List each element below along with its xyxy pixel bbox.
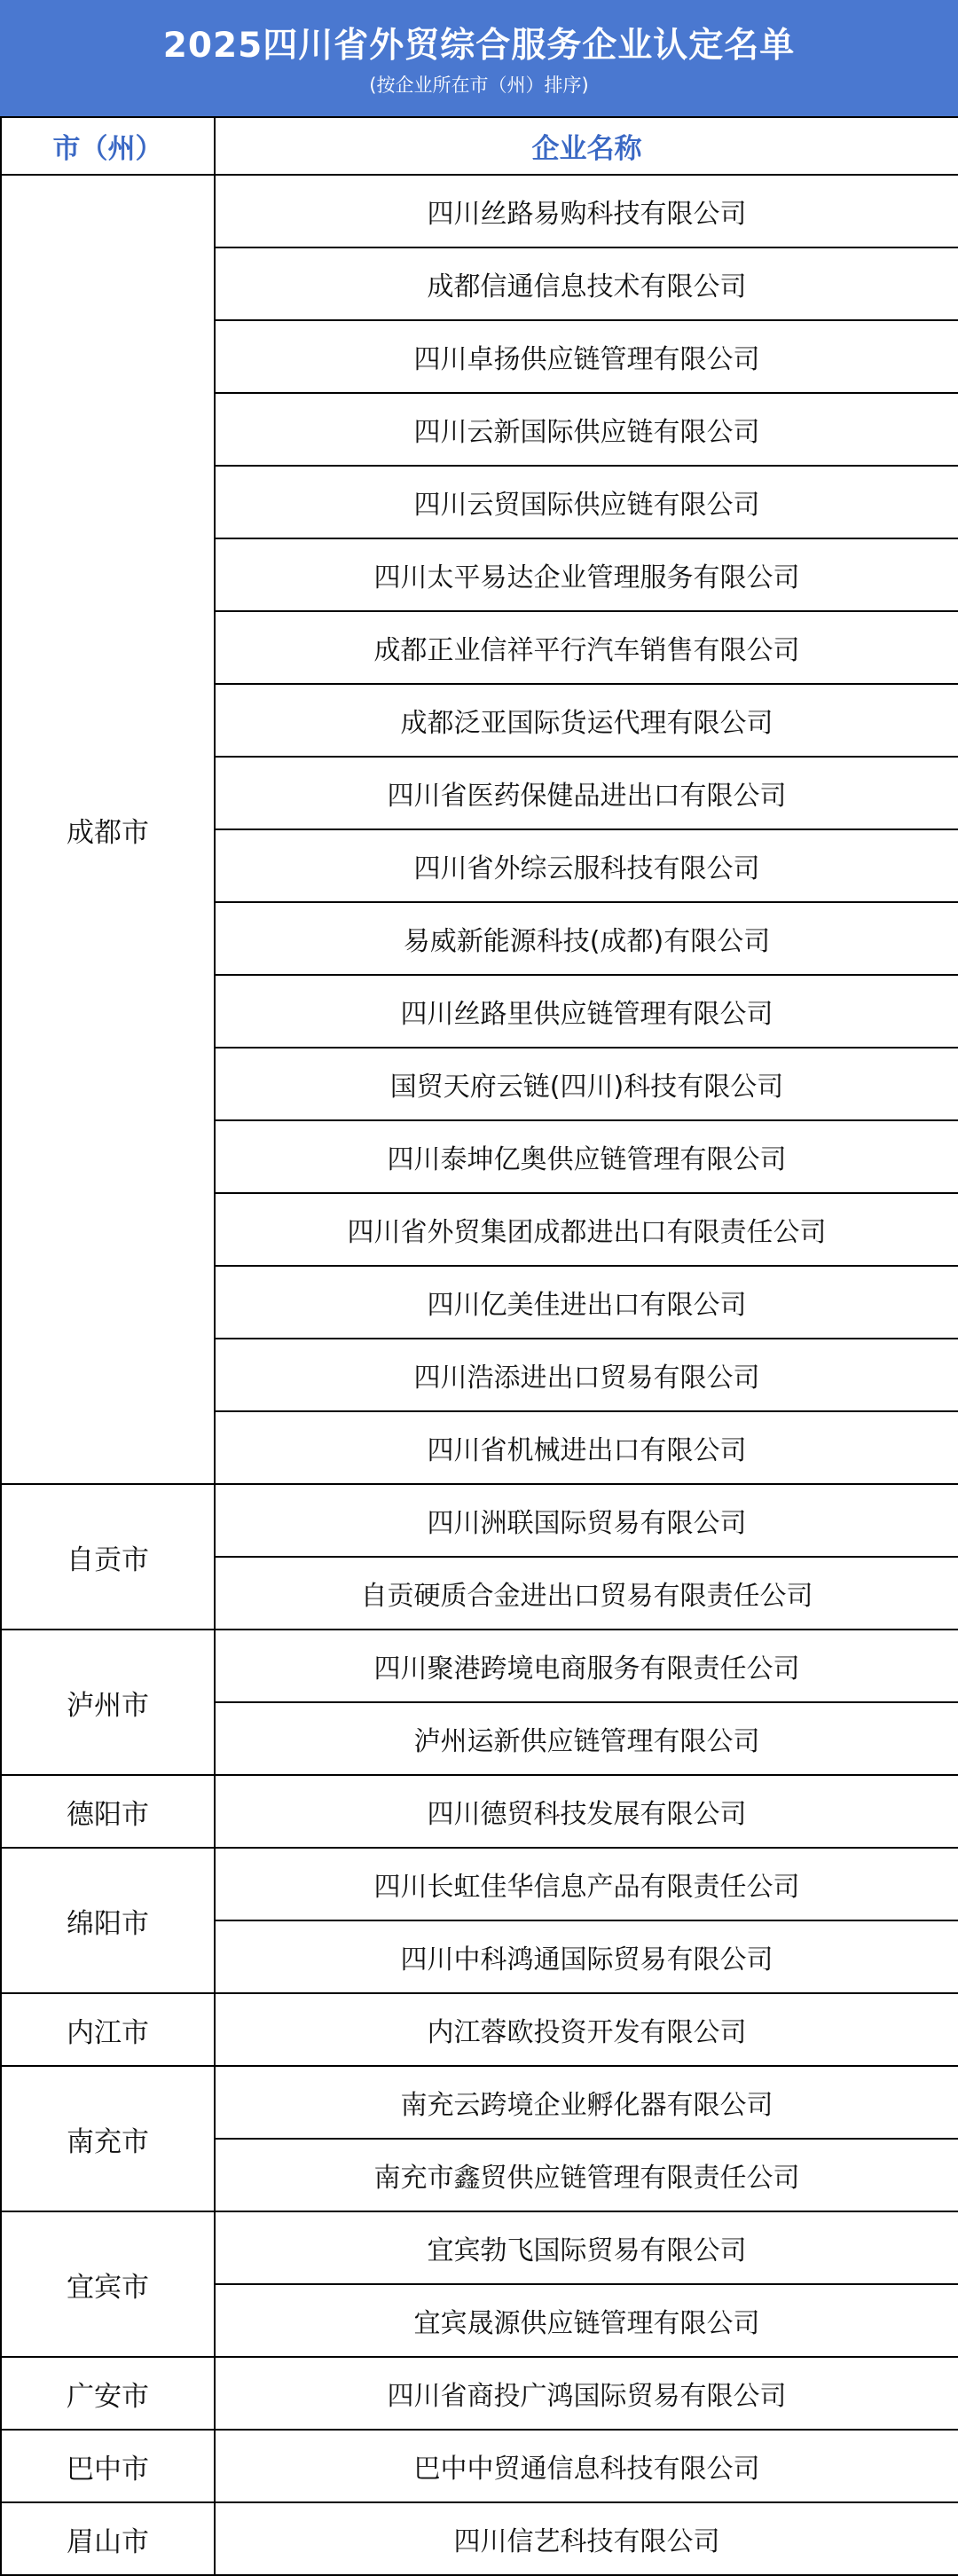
company-name-cell: 四川丝路里供应链管理有限公司 <box>215 975 958 1048</box>
company-name-cell: 内江蓉欧投资开发有限公司 <box>215 1993 958 2066</box>
table-row <box>1 1848 958 1920</box>
company-name-cell: 四川卓扬供应链管理有限公司 <box>215 320 958 393</box>
company-name-cell: 成都正业信祥平行汽车销售有限公司 <box>215 611 958 684</box>
column-header-city: 市（州） <box>1 117 215 175</box>
company-name-cell: 宜宾晟源供应链管理有限公司 <box>215 2284 958 2357</box>
company-name-cell: 四川丝路易购科技有限公司 <box>215 175 958 247</box>
company-name-cell: 四川德贸科技发展有限公司 <box>215 1775 958 1848</box>
company-name-cell: 四川长虹佳华信息产品有限责任公司 <box>215 1848 958 1920</box>
company-name-cell: 四川洲联国际贸易有限公司 <box>215 1484 958 1557</box>
company-name-cell: 四川省医药保健品进出口有限公司 <box>215 757 958 829</box>
company-name-cell: 四川省机械进出口有限公司 <box>215 1411 958 1484</box>
table-row <box>1 1993 958 2066</box>
company-name-cell: 易威新能源科技(成都)有限公司 <box>215 902 958 975</box>
company-name-cell: 四川省外贸集团成都进出口有限责任公司 <box>215 1193 958 1266</box>
table-row <box>1 2211 958 2284</box>
company-name-cell: 国贸天府云链(四川)科技有限公司 <box>215 1048 958 1120</box>
column-header-company: 企业名称 <box>215 117 958 175</box>
city-cell: 绵阳市 <box>1 1848 215 1993</box>
city-cell: 巴中市 <box>1 2430 215 2502</box>
city-cell: 成都市 <box>1 175 215 1484</box>
company-table <box>0 116 958 2576</box>
city-cell: 眉山市 <box>1 2502 215 2575</box>
table-row <box>1 1484 958 1557</box>
table-row <box>1 2430 958 2502</box>
header-banner <box>0 0 958 116</box>
company-name-cell: 四川云贸国际供应链有限公司 <box>215 466 958 538</box>
table-row <box>1 2502 958 2575</box>
company-name-cell: 巴中中贸通信息科技有限公司 <box>215 2430 958 2502</box>
city-cell: 德阳市 <box>1 1775 215 1848</box>
city-cell: 泸州市 <box>1 1630 215 1775</box>
company-name-cell: 四川泰坤亿奥供应链管理有限公司 <box>215 1120 958 1193</box>
company-name-cell: 四川省外综云服科技有限公司 <box>215 829 958 902</box>
document-subtitle: (按企业所在市（州）排序) <box>369 75 589 96</box>
city-cell: 宜宾市 <box>1 2211 215 2357</box>
company-name-cell: 四川亿美佳进出口有限公司 <box>215 1266 958 1339</box>
table-row <box>1 175 958 247</box>
city-cell: 南充市 <box>1 2066 215 2211</box>
company-name-cell: 宜宾勃飞国际贸易有限公司 <box>215 2211 958 2284</box>
company-name-cell: 自贡硬质合金进出口贸易有限责任公司 <box>215 1557 958 1630</box>
city-cell: 广安市 <box>1 2357 215 2430</box>
company-name-cell: 四川浩添进出口贸易有限公司 <box>215 1339 958 1411</box>
table-header-row <box>1 117 958 175</box>
company-name-cell: 泸州运新供应链管理有限公司 <box>215 1702 958 1775</box>
table-row <box>1 1630 958 1702</box>
table-body <box>1 175 958 2575</box>
document-title: 2025四川省外贸综合服务企业认定名单 <box>162 26 796 66</box>
company-name-cell: 南充云跨境企业孵化器有限公司 <box>215 2066 958 2139</box>
company-name-cell: 成都泛亚国际货运代理有限公司 <box>215 684 958 757</box>
company-name-cell: 四川中科鸿通国际贸易有限公司 <box>215 1920 958 1993</box>
company-name-cell: 四川信艺科技有限公司 <box>215 2502 958 2575</box>
company-name-cell: 四川省商投广鸿国际贸易有限公司 <box>215 2357 958 2430</box>
company-name-cell: 南充市鑫贸供应链管理有限责任公司 <box>215 2139 958 2211</box>
company-name-cell: 四川云新国际供应链有限公司 <box>215 393 958 466</box>
table-row <box>1 2357 958 2430</box>
table-row <box>1 2066 958 2139</box>
city-cell: 内江市 <box>1 1993 215 2066</box>
city-cell: 自贡市 <box>1 1484 215 1630</box>
company-name-cell: 四川太平易达企业管理服务有限公司 <box>215 538 958 611</box>
company-name-cell: 四川聚港跨境电商服务有限责任公司 <box>215 1630 958 1702</box>
company-name-cell: 成都信通信息技术有限公司 <box>215 247 958 320</box>
table-row <box>1 1775 958 1848</box>
